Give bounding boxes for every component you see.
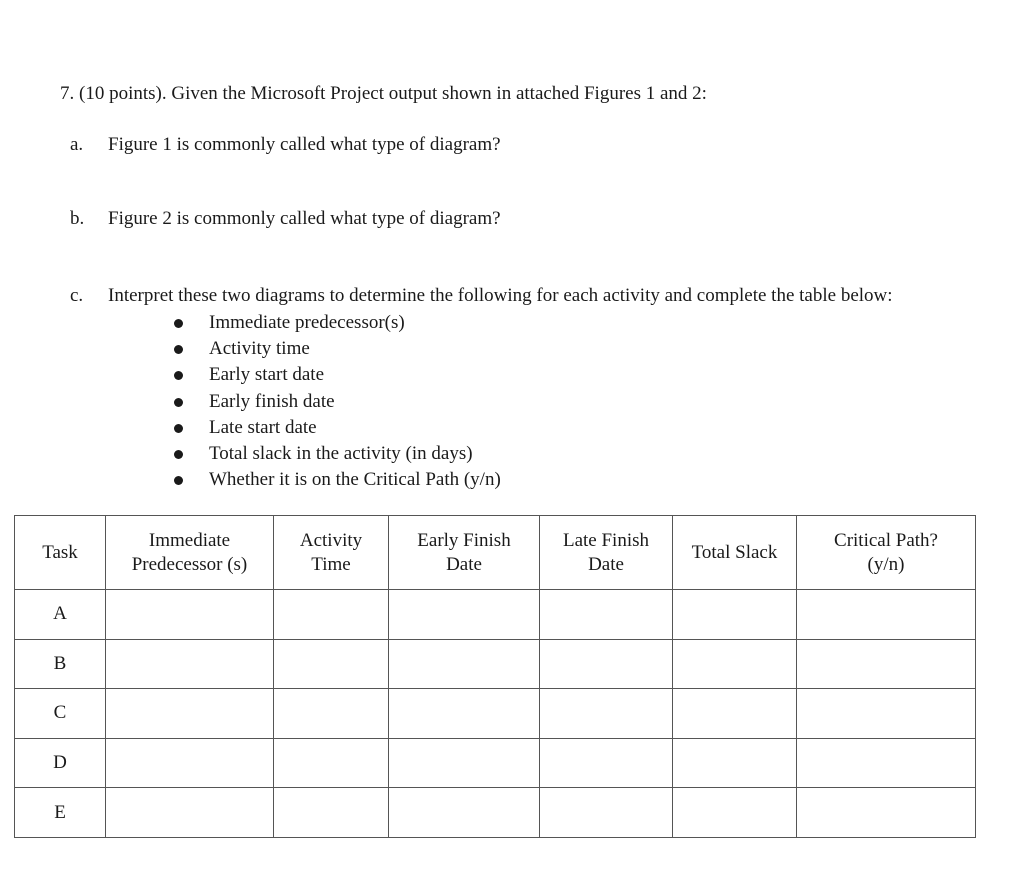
early-finish-cell[interactable]	[389, 689, 540, 739]
header-total-slack: Total Slack	[673, 516, 797, 590]
critical-path-cell[interactable]	[797, 738, 976, 788]
bullet-text: Activity time	[209, 338, 310, 360]
bullet-dot-icon	[174, 345, 183, 354]
bullet-text: Immediate predecessor(s)	[209, 312, 405, 333]
late-finish-cell[interactable]	[540, 738, 673, 788]
task-cell: C	[15, 689, 106, 739]
task-cell: D	[15, 738, 106, 788]
part-a-letter: a.	[70, 134, 84, 155]
bullet-text: Late start date	[209, 416, 317, 438]
header-late-finish-date: Late Finish Date	[540, 516, 673, 590]
late-finish-cell[interactable]	[540, 788, 673, 838]
predecessor-cell[interactable]	[106, 738, 274, 788]
table-row	[15, 788, 976, 838]
bullet-dot-icon	[174, 371, 183, 380]
bullet-dot-icon	[174, 450, 183, 459]
total-slack-cell[interactable]	[673, 639, 797, 689]
early-finish-cell[interactable]	[389, 738, 540, 788]
bullet-dot-icon	[174, 319, 183, 328]
header-critical-path: Critical Path? (y/n)	[797, 516, 976, 590]
bullet-text: Early finish date	[209, 390, 335, 412]
critical-path-cell[interactable]	[797, 689, 976, 739]
bullet-dot-icon	[174, 476, 183, 485]
part-b-text: Figure 2 is commonly called what type of diagram?	[108, 208, 501, 229]
header-early-finish-date: Early Finish Date	[389, 516, 540, 590]
activity-time-cell[interactable]	[274, 788, 389, 838]
late-finish-cell[interactable]	[540, 639, 673, 689]
critical-path-cell[interactable]	[797, 639, 976, 689]
part-a-text: Figure 1 is commonly called what type of diagram?	[108, 134, 501, 155]
header-activity-time: Activity Time	[274, 516, 389, 590]
early-finish-cell[interactable]	[389, 639, 540, 689]
total-slack-cell[interactable]	[673, 788, 797, 838]
task-cell: B	[15, 639, 106, 689]
critical-path-cell[interactable]	[797, 788, 976, 838]
answer-table	[14, 515, 976, 838]
early-finish-cell[interactable]	[389, 788, 540, 838]
activity-time-cell[interactable]	[274, 590, 389, 640]
activity-time-cell[interactable]	[274, 689, 389, 739]
total-slack-cell[interactable]	[673, 738, 797, 788]
part-c-text: Interpret these two diagrams to determine the following for each activity and complete the table below:	[108, 285, 893, 306]
bullet-dot-icon	[174, 424, 183, 433]
predecessor-cell[interactable]	[106, 639, 274, 689]
late-finish-cell[interactable]	[540, 590, 673, 640]
question-title: 7. (10 points). Given the Microsoft Project output shown in attached Figures 1 and 2:	[60, 83, 707, 104]
total-slack-cell[interactable]	[673, 689, 797, 739]
part-c-letter: c.	[70, 285, 84, 306]
bullet-text: Early start date	[209, 364, 325, 386]
bullet-text: Total slack in the activity (in days)	[209, 442, 473, 464]
bullet-dot-icon	[174, 398, 183, 407]
critical-path-cell[interactable]	[797, 590, 976, 640]
table-header-row	[15, 516, 976, 590]
table-row	[15, 639, 976, 689]
table-row	[15, 738, 976, 788]
table-row	[15, 689, 976, 739]
late-finish-cell[interactable]	[540, 689, 673, 739]
task-cell: E	[15, 788, 106, 838]
header-immediate-predecessor: Immediate Predecessor (s)	[106, 516, 274, 590]
table-row	[15, 590, 976, 640]
early-finish-cell[interactable]	[389, 590, 540, 640]
bullet-text: Whether it is on the Critical Path (y/n)	[209, 469, 501, 491]
predecessor-cell[interactable]	[106, 590, 274, 640]
predecessor-cell[interactable]	[106, 788, 274, 838]
activity-time-cell[interactable]	[274, 738, 389, 788]
predecessor-cell[interactable]	[106, 689, 274, 739]
header-task: Task	[15, 516, 106, 590]
task-cell: A	[15, 590, 106, 640]
activity-time-cell[interactable]	[274, 639, 389, 689]
total-slack-cell[interactable]	[673, 590, 797, 640]
part-b-letter: b.	[70, 208, 85, 229]
